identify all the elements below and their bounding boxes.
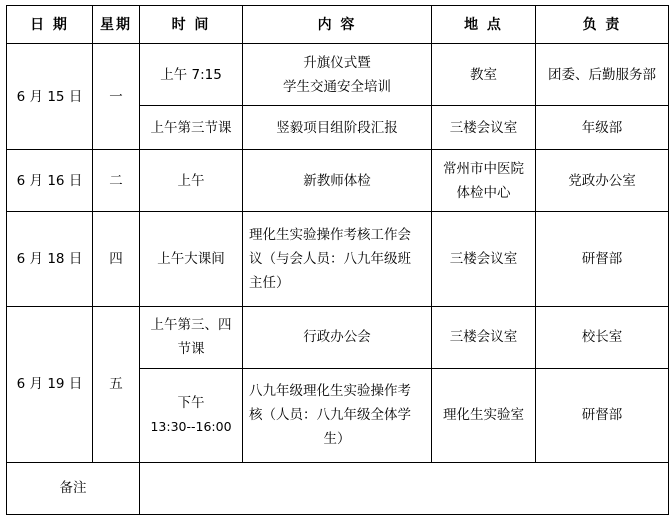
header-responsible: 负 责 [536,6,669,44]
content-line: 生） [323,431,351,448]
content-line: 行政办公会 [303,329,371,346]
content-line: 新教师体检 [303,172,371,189]
table-row [7,306,669,368]
header-date: 日 期 [7,6,93,44]
date-cell: 6 月 15 日 [7,44,93,150]
responsible-cell: 校长室 [536,306,669,368]
time-line: 节课 [177,341,205,358]
responsible-cell: 年级部 [536,106,669,150]
content-line: 八九年级理化生实验操作考 [249,383,411,400]
content-line: 议（与会人员：八九年级班 [249,250,411,267]
date-cell: 6 月 18 日 [7,212,93,306]
content-cell [243,212,432,306]
time-line: 下午 [177,395,205,412]
location-cell: 理化生实验室 [432,368,536,462]
table-row [7,212,669,306]
location-line: 常州市中医院 [443,160,524,177]
weekday-cell: 二 [93,150,140,212]
schedule-table [6,5,669,515]
time-line: 13:30--16:00 [150,419,232,435]
remarks-row [7,462,669,514]
content-cell [243,368,432,462]
content-line: 升旗仪式暨 [303,54,371,71]
time-cell: 上午 [140,150,243,212]
header-time: 时 间 [140,6,243,44]
content-cell [243,150,432,212]
content-line: 学生交通安全培训 [283,78,391,95]
table-row [7,150,669,212]
location-cell [432,150,536,212]
weekday-cell: 一 [93,44,140,150]
time-cell [140,368,243,462]
header-location: 地 点 [432,6,536,44]
responsible-cell: 党政办公室 [536,150,669,212]
table-row [7,44,669,106]
location-cell: 三楼会议室 [432,212,536,306]
remarks-value [140,462,669,514]
header-weekday: 星期 [93,6,140,44]
location-cell: 教室 [432,44,536,106]
weekday-cell: 五 [93,306,140,462]
time-cell: 上午第三节课 [140,106,243,150]
content-line: 主任） [249,274,290,291]
time-line: 上午第三、四 [150,317,232,334]
content-line: 竖毅项目组阶段汇报 [276,119,398,136]
time-cell: 上午大课间 [140,212,243,306]
content-line: 核（人员：八九年级全体学 [249,407,411,424]
time-cell: 上午 7:15 [140,44,243,106]
responsible-cell: 研督部 [536,368,669,462]
date-cell: 6 月 16 日 [7,150,93,212]
date-cell: 6 月 19 日 [7,306,93,462]
content-line: 理化生实验操作考核工作会 [249,226,411,243]
header-row [7,6,669,44]
location-cell: 三楼会议室 [432,106,536,150]
weekday-cell: 四 [93,212,140,306]
content-cell [243,306,432,368]
remarks-label: 备注 [7,462,140,514]
responsible-cell: 团委、后勤服务部 [536,44,669,106]
content-cell [243,106,432,150]
responsible-cell: 研督部 [536,212,669,306]
location-cell: 三楼会议室 [432,306,536,368]
content-cell [243,44,432,106]
location-line: 体检中心 [456,184,511,201]
time-cell [140,306,243,368]
header-content: 内 容 [243,6,432,44]
